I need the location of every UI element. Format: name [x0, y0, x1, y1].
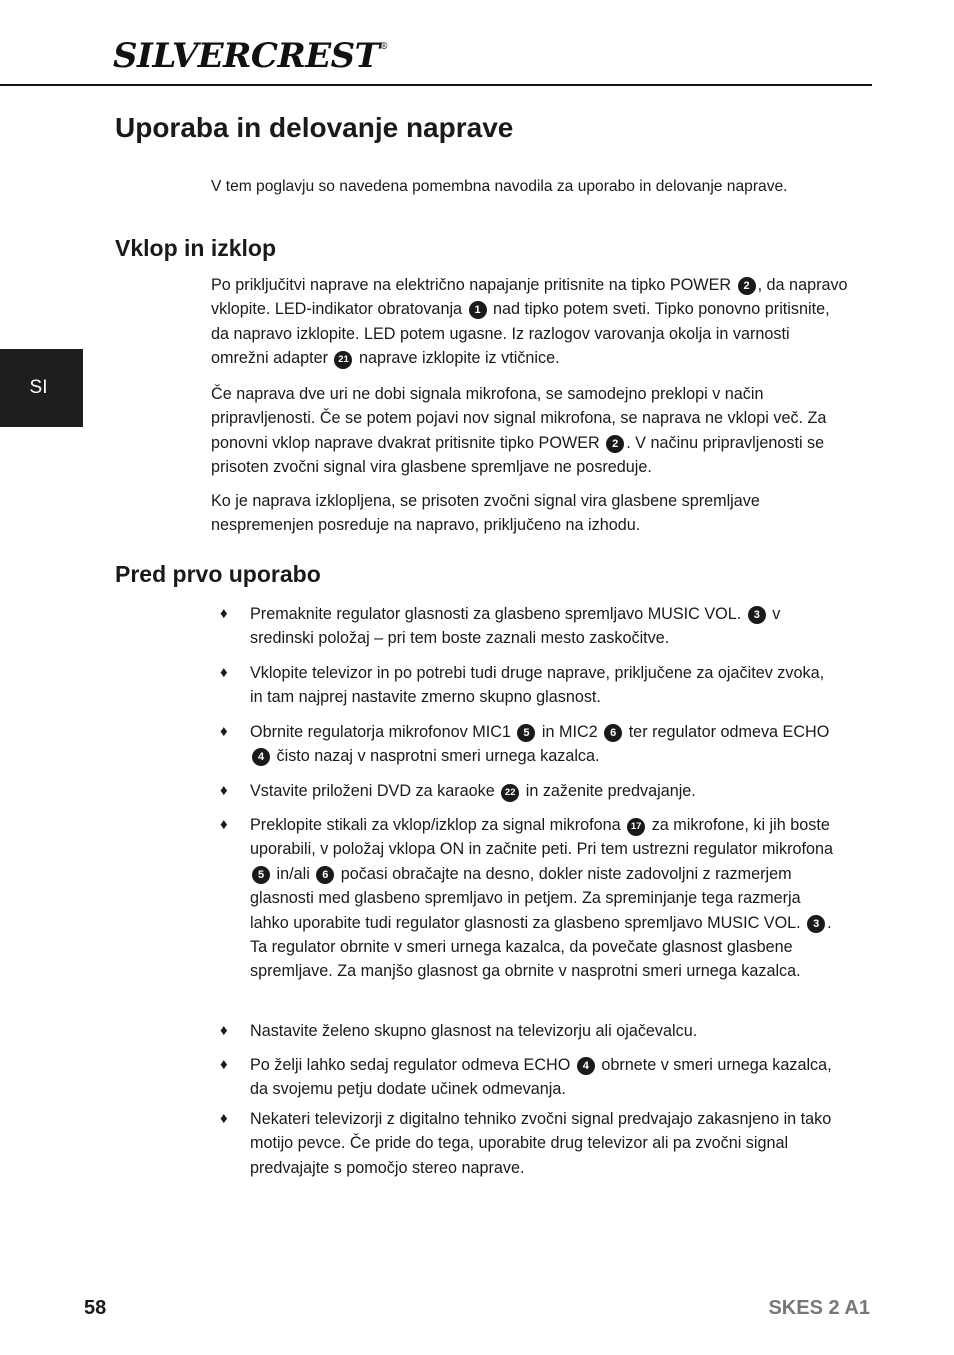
- ref-number: 6: [316, 866, 334, 884]
- ref-number: 17: [627, 818, 645, 836]
- diamond-bullet-icon: ♦: [220, 1056, 228, 1073]
- page-title: Uporaba in delovanje naprave: [115, 112, 514, 143]
- diamond-bullet-icon: ♦: [220, 723, 228, 740]
- ref-number: 2: [606, 435, 624, 453]
- list-item: ♦ Vklopite televizor in po potrebi tudi druge naprave, priključene za ojačitev zvoka, in tam najprej nastavite zmerno skupno glasnost.: [220, 661, 840, 710]
- model-number: SKES 2 A1: [768, 1297, 870, 1319]
- paragraph-3: Ko je naprava izklopljena, se prisoten zvočni signal vira glasbene spremljave nespremenjen posreduje na napravo, priključeno na izhodu.: [211, 492, 760, 535]
- list-item: ♦ Po želji lahko sedaj regulator odmeva ECHO 4 obrnete v smeri urnega kazalca, da svojemu petju dodate učinek odmevanja.: [220, 1053, 840, 1102]
- ref-number: 21: [334, 351, 352, 369]
- language-tab: SI: [0, 349, 83, 427]
- ref-number: 4: [252, 748, 270, 766]
- diamond-bullet-icon: ♦: [220, 782, 228, 799]
- page-number: 58: [84, 1297, 107, 1319]
- ref-number: 3: [807, 915, 825, 933]
- ref-number: 5: [252, 866, 270, 884]
- diamond-bullet-icon: ♦: [220, 1022, 228, 1039]
- ref-number: 2: [738, 277, 756, 295]
- diamond-bullet-icon: ♦: [220, 1110, 228, 1127]
- ref-number: 22: [501, 784, 519, 802]
- paragraph-2: Če naprava dve uri ne dobi signala mikrofona, se samodejno preklopi v način pripravljenosti. Če se potem pojavi nov signal mikrofona, se naprava ne vklopi več. Za ponovni vklop naprave dvakrat pritisnite tipko POWER 2 . V načinu pripravljenosti se prisoten zvočni signal vira glasbene spremljave ne posreduje.: [211, 385, 827, 477]
- ref-number: 3: [748, 606, 766, 624]
- intro-text: V tem poglavju so navedena pomembna navodila za uporabo in delovanje naprave.: [211, 178, 788, 195]
- list-item: ♦ Obrnite regulatorja mikrofonov MIC1 5 in MIC2 6 ter regulator odmeva ECHO 4 čisto nazaj v nasprotni smeri urnega kazalca.: [220, 720, 840, 769]
- section-heading-pred: Pred prvo uporabo: [115, 561, 321, 587]
- list-item: ♦ Preklopite stikali za vklop/izklop za signal mikrofona 17 za mikrofone, ki jih boste uporabili, v položaj vklopa ON in začnite peti. Pri tem ustrezni regulator mikrofona 5 in/ali 6 počasi obračajte na desno, dokler niste zadovoljni z razmerjem glasnosti med glasbeno spremljavo in petjem. Za spreminjanje tega razmerja lahko uporabite tudi regulator glasnosti za glasbeno spremljavo MUSIC VOL. 3 . Ta regulator obrnite v smeri urnega kazalca, da povečate glasnost glasbene spremljave. Za manjšo glasnost ga obrnite v nasprotni smeri urnega kazalca.: [220, 813, 840, 984]
- paragraph-1: Po priključitvi naprave na električno napajanje pritisnite na tipko POWER 2 , da napravo vklopite. LED-indikator obratovanja 1 nad tipko potem sveti. Tipko ponovno pritisnite, da napravo izklopite. LED potem ugasne. Iz razlogov varovanja okolja in varnosti omrežni adapter 21 naprave izklopite iz vtičnice.: [211, 276, 848, 368]
- list-item: ♦ Nastavite želeno skupno glasnost na televizorju ali ojačevalcu.: [220, 1019, 840, 1043]
- section-heading-vklop: Vklop in izklop: [115, 235, 277, 261]
- list-item: ♦ Nekateri televizorji z digitalno tehniko zvočni signal predvajajo zakasnjeno in tako motijo pevce. Če pride do tega, uporabite drug televizor ali pa zvočni signal predvajajte s pomočjo stereo naprave.: [220, 1107, 840, 1180]
- diamond-bullet-icon: ♦: [220, 664, 228, 681]
- ref-number: 6: [604, 724, 622, 742]
- diamond-bullet-icon: ♦: [220, 816, 228, 833]
- list-item: ♦ Vstavite priloženi DVD za karaoke 22 in zaženite predvajanje.: [220, 779, 840, 803]
- ref-number: 4: [577, 1057, 595, 1075]
- header-rule: [0, 84, 872, 86]
- ref-number: 1: [469, 301, 487, 319]
- list-item: ♦ Premaknite regulator glasnosti za glasbeno spremljavo MUSIC VOL. 3 v sredinski položaj – pri tem boste zaznali mesto zaskočitve.: [220, 602, 840, 651]
- brand-logo: SILVERCREST®: [113, 36, 388, 76]
- ref-number: 5: [517, 724, 535, 742]
- diamond-bullet-icon: ♦: [220, 605, 228, 622]
